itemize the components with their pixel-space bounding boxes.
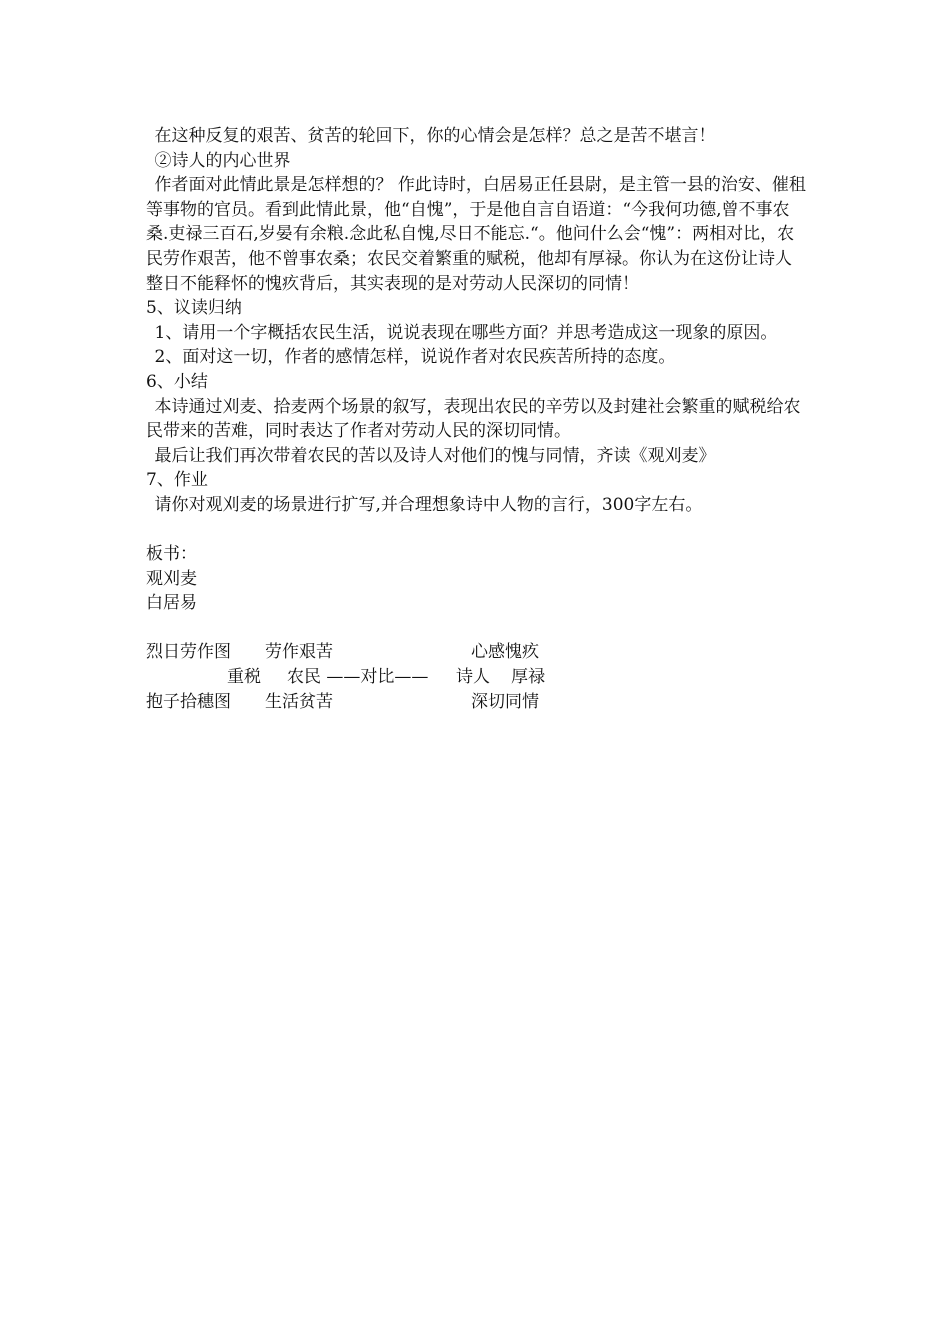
board-row3-left: 抱子拾穗图 [146,691,231,712]
summary-paragraph-1: 本诗通过刈麦、拾麦两个场景的叙写，表现出农民的辛劳以及封建社会繁重的赋税给农民带来的苦难，同时表达了作者对劳动人民的深切同情。 [146,396,801,442]
board-row-2 [146,665,808,690]
board-row2-poet: 诗人 [456,667,490,688]
board-poem-title: 观刈麦 [146,568,197,589]
spacer [146,616,808,641]
board-row2-farmer-contrast: 农民 ——对比—— [287,667,429,688]
section-heading-5: 5、议读归纳 [146,298,242,319]
homework-paragraph: 请你对观刈麦的场景进行扩写,并合理想象诗中人物的言行，300字左右。 [154,494,703,515]
summary-paragraph-2: 最后让我们再次带着农民的苦以及诗人对他们的愧与同情，齐读《观刈麦》 [154,445,716,466]
board-row1-mid: 劳作艰苦 [265,642,333,663]
board-poem-author: 白居易 [146,593,197,614]
section-heading-6: 6、小结 [146,371,208,392]
board-row2-tax: 重税 [227,667,261,688]
paragraph-reflection: 在这种反复的艰苦、贫苦的轮回下，你的心情会是怎样？总之是苦不堪言！ [154,126,716,146]
board-row1-left: 烈日劳作图 [146,642,231,663]
board-row3-right: 深切同情 [471,691,539,712]
board-row-3 [146,690,808,715]
board-row2-salary: 厚禄 [511,667,545,688]
board-row1-right: 心感愧疚 [471,642,539,663]
subheading-poet-inner-world: ②诗人的内心世界 [154,150,291,171]
section-heading-7: 7、作业 [146,470,208,491]
paragraph-poet-thoughts: 作者面对此情此景是怎样想的？ 作此诗时，白居易正任县尉，是主管一县的治安、催租等事物的官员。看到此情此景，他“自愧”，于是他自言自语道：“今我何功德,曾不事农桑.吏禄三百石,岁晏有余粮.念此私自愧,尽日不能忘.“。他问什么会“愧”：两相对比，农民劳作艰苦，他不曾事农桑；农民交着繁重的赋税，他却有厚禄。你认为在这份让诗人整日不能释怀的愧疚背后，其实表现的是对劳动人民深切的同情！ [146,175,806,294]
board-label: 板书： [146,544,197,565]
document-body [146,124,808,714]
board-row-1 [146,640,808,665]
board-row3-mid: 生活贫苦 [265,691,333,712]
question-2: 2、面对这一切，作者的感情怎样，说说作者对农民疾苦所持的态度。 [154,347,676,368]
question-1: 1、请用一个字概括农民生活，说说表现在哪些方面？并思考造成这一现象的原因。 [154,322,778,343]
spacer [146,518,808,543]
